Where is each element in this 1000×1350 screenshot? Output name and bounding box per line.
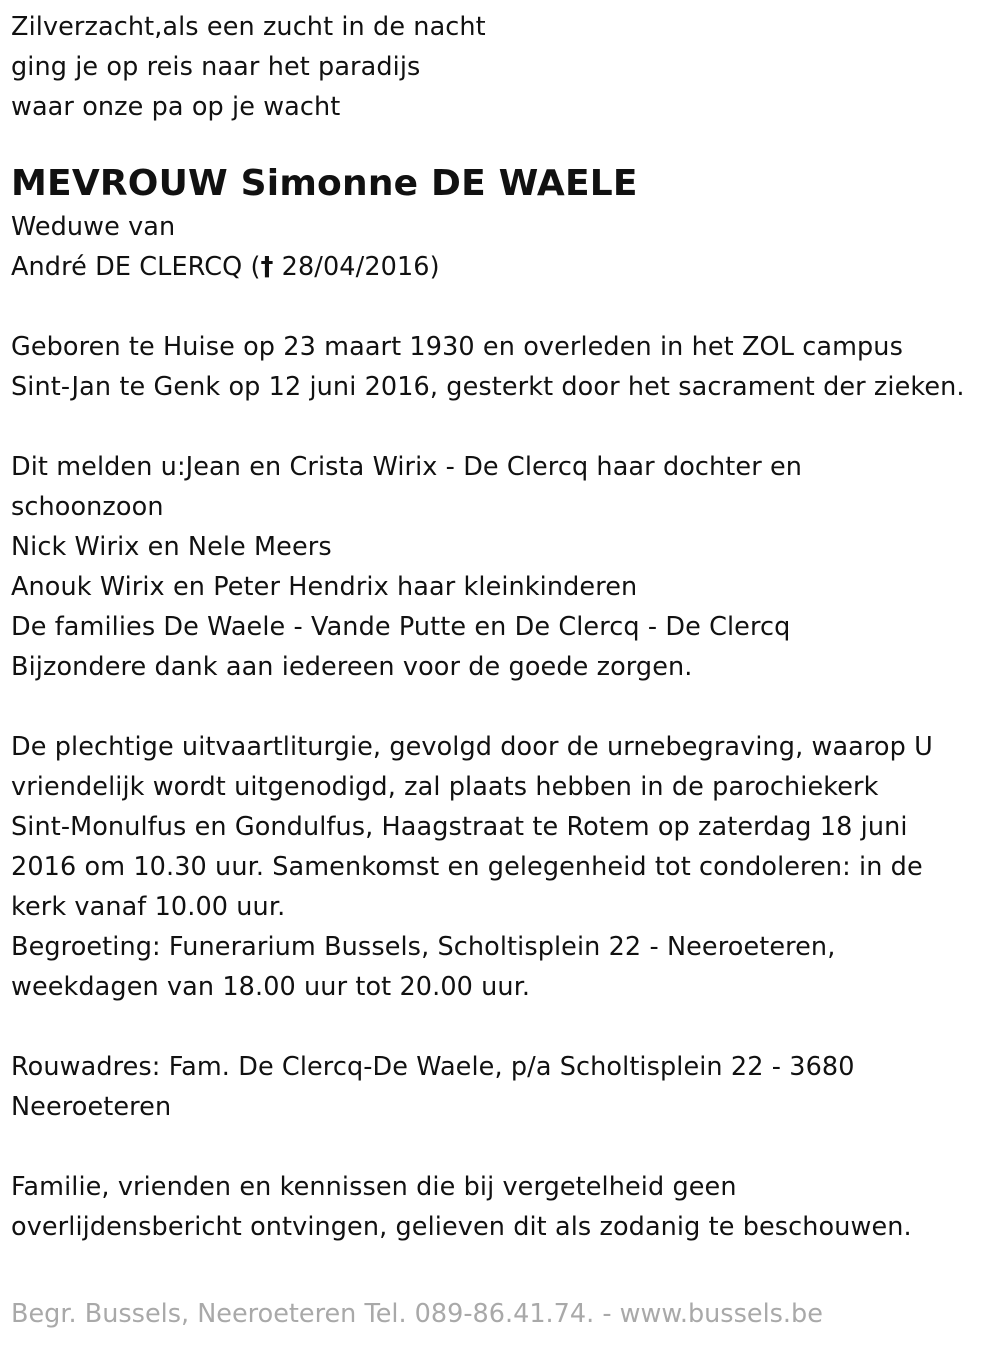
paragraph-line: Begroeting: Funerarium Bussels, Scholtisplein 22 - Neeroeteren,	[11, 932, 836, 962]
announcers-paragraph	[11, 447, 996, 687]
birth-death-paragraph	[11, 327, 996, 407]
spouse-name: André DE CLERCQ (	[11, 252, 261, 282]
paragraph-line: Bijzondere dank aan iedereen voor de goede zorgen.	[11, 652, 693, 682]
paragraph-line: De families De Waele - Vande Putte en De Clercq - De Clercq	[11, 612, 791, 642]
paragraph-line: Anouk Wirix en Peter Hendrix haar kleinkinderen	[11, 572, 638, 602]
spouse-death-date: 28/04/2016)	[273, 252, 440, 282]
poem-line: waar onze pa op je wacht	[11, 92, 341, 122]
poem	[11, 7, 996, 127]
deceased-name: MEVROUW Simonne DE WAELE	[11, 163, 638, 204]
closing-paragraph	[11, 1167, 996, 1247]
cross-icon: †	[260, 252, 274, 282]
funeral-home-footer: Begr. Bussels, Neeroeteren Tel. 089-86.41.74. - www.bussels.be	[11, 1299, 823, 1329]
paragraph-line: vriendelijk wordt uitgenodigd, zal plaats hebben in de parochiekerk	[11, 772, 879, 802]
paragraph-line: 2016 om 10.30 uur. Samenkomst en gelegenheid tot condoleren: in de	[11, 852, 923, 882]
spouse-line	[11, 247, 996, 287]
address-paragraph	[11, 1047, 996, 1127]
paragraph-line: kerk vanaf 10.00 uur.	[11, 892, 286, 922]
paragraph-line: overlijdensbericht ontvingen, gelieven dit als zodanig te beschouwen.	[11, 1212, 912, 1242]
paragraph-line: schoonzoon	[11, 492, 164, 522]
paragraph-line: Neeroeteren	[11, 1092, 172, 1122]
relation-label: Weduwe van	[11, 212, 176, 242]
ceremony-paragraph	[11, 727, 996, 1007]
paragraph-line: weekdagen van 18.00 uur tot 20.00 uur.	[11, 972, 531, 1002]
spouse-block	[11, 207, 996, 287]
death-notice	[11, 7, 996, 1247]
paragraph-line: Sint-Monulfus en Gondulfus, Haagstraat te Rotem op zaterdag 18 juni	[11, 812, 908, 842]
paragraph-line: Rouwadres: Fam. De Clercq-De Waele, p/a Scholtisplein 22 - 3680	[11, 1052, 855, 1082]
paragraph-line: Nick Wirix en Nele Meers	[11, 532, 332, 562]
poem-line: ging je op reis naar het paradijs	[11, 52, 421, 82]
paragraph-line: De plechtige uitvaartliturgie, gevolgd door de urnebegraving, waarop U	[11, 732, 933, 762]
paragraph-line: Sint-Jan te Genk op 12 juni 2016, gesterkt door het sacrament der zieken.	[11, 372, 965, 402]
paragraph-line: Dit melden u:Jean en Crista Wirix - De Clercq haar dochter en	[11, 452, 803, 482]
paragraph-line: Geboren te Huise op 23 maart 1930 en overleden in het ZOL campus	[11, 332, 903, 362]
paragraph-line: Familie, vrienden en kennissen die bij vergetelheid geen	[11, 1172, 737, 1202]
poem-line: Zilverzacht,als een zucht in de nacht	[11, 12, 486, 42]
